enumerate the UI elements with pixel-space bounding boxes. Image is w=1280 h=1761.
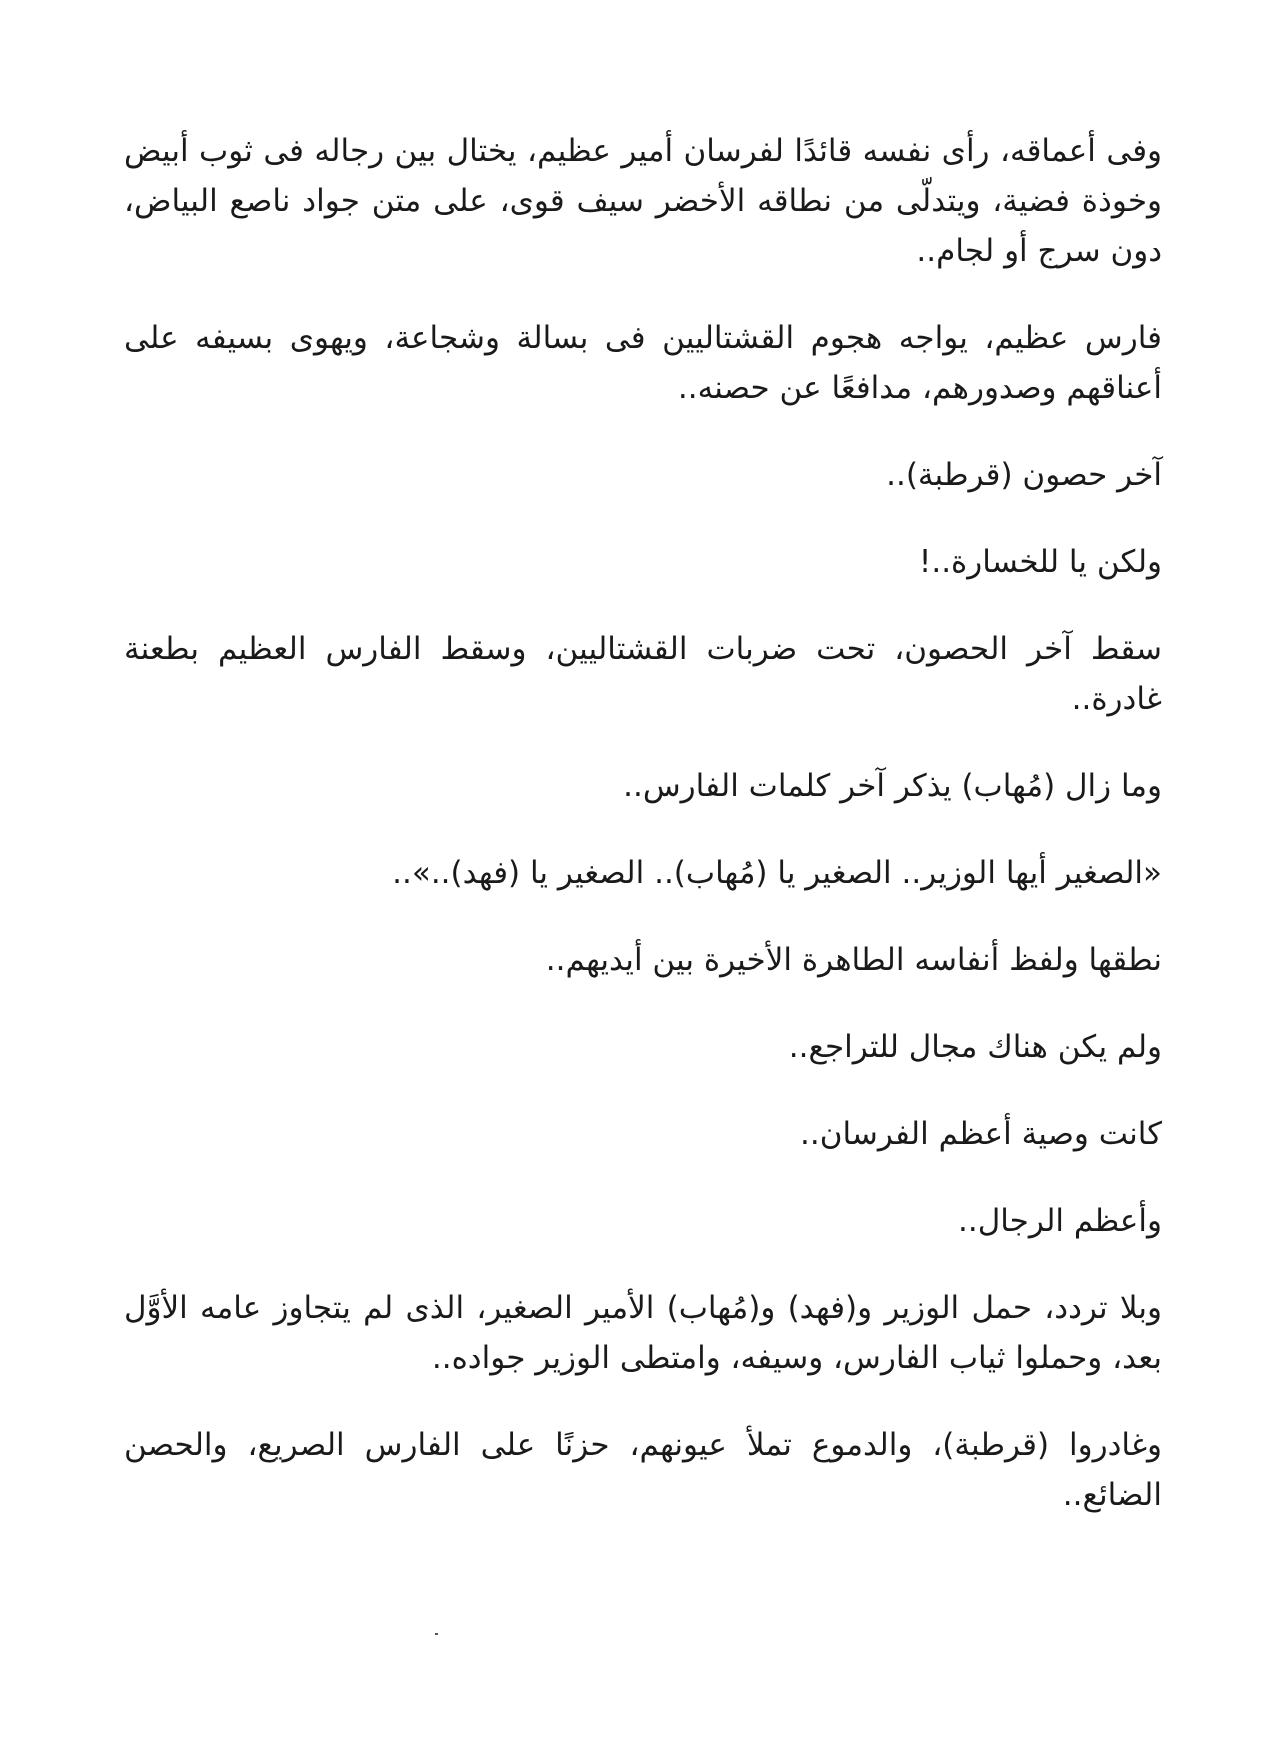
paragraph-8: نطقها ولفظ أنفاسه الطاهرة الأخيرة بين أيديهم.. <box>545 942 1162 978</box>
page-body <box>124 126 1162 1557</box>
paragraph-7: «الصغير أيها الوزير.. الصغير يا (مُهاب).. الصغير يا (فهد)..».. <box>392 855 1162 891</box>
paragraph-6: وما زال (مُهاب) يذكر آخر كلمات الفارس.. <box>623 768 1162 804</box>
paragraph-10: كانت وصية أعظم الفرسان.. <box>799 1116 1162 1152</box>
paragraph-3: آخر حصون (قرطبة).. <box>886 457 1162 493</box>
paragraph-12: وبلا تردد، حمل الوزير و(فهد) و(مُهاب) الأمير الصغير، الذى لم يتجاوز عامه الأوَّل بعد، وحملوا ثياب الفارس، وسيفه، وامتطى الوزير جواده.. <box>124 1290 1162 1376</box>
page-speck <box>435 1633 438 1635</box>
paragraph-4: ولكن يا للخسارة..! <box>918 544 1162 580</box>
paragraph-11: وأعظم الرجال.. <box>958 1203 1162 1239</box>
paragraph-1: وفى أعماقه، رأى نفسه قائدًا لفرسان أمير عظيم، يختال بين رجاله فى ثوب أبيض وخوذة فضية، ويتدلّى من نطاقه الأخضر سيف قوى، على متن جواد ناصع البياض، دون سرج أو لجام.. <box>124 133 1162 269</box>
paragraph-2: فارس عظيم، يواجه هجوم القشتاليين فى بسالة وشجاعة، ويهوى بسيفه على أعناقهم وصدورهم، مدافعًا عن حصنه.. <box>124 320 1162 406</box>
paragraph-9: ولم يكن هناك مجال للتراجع.. <box>788 1029 1162 1065</box>
paragraph-5: سقط آخر الحصون، تحت ضربات القشتاليين، وسقط الفارس العظيم بطعنة غادرة.. <box>124 631 1162 717</box>
paragraph-13: وغادروا (قرطبة)، والدموع تملأ عيونهم، حزنًا على الفارس الصريع، والحصن الضائع.. <box>124 1427 1162 1513</box>
